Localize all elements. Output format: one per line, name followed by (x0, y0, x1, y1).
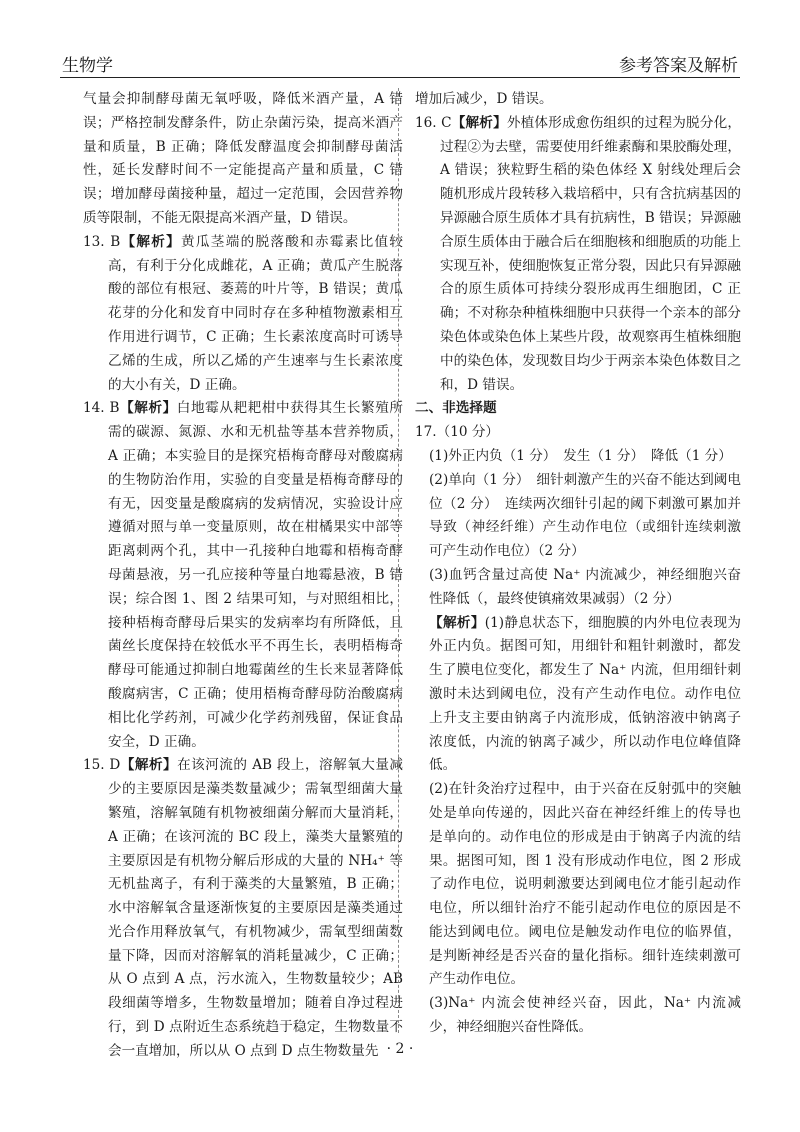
column-divider (398, 88, 399, 1033)
q17-explanation-2: (2)在针灸治疗过程中，由于兴奋在反射弧中的突触处是单向传递的，因此兴奋在神经纤维上的传导也是单向的。动作电位的形成是由于钠离子内流的结果。据图可知，图 1 没有形成动作电位，图 2 形成了动作电位，说明刺激要达到阈电位才能引起动作电位，所以细针治疗不能引起动作电位的原因是不能达到阈电位。阈电位是触发动作电位的临界值，是判断神经是否兴奋的量化指标。细针连续刺激可产生动作电位。 (429, 781, 741, 988)
q17-explanation-3: (3)Na⁺ 内流会使神经兴奋，因此，Na⁺ 内流减少，神经细胞兴奋性降低。 (429, 995, 741, 1036)
left-column (83, 88, 403, 1064)
q16-number: 16. C (415, 114, 452, 131)
q16-text: 外植体形成愈伤组织的过程为脱分化，过程②为去壁，需要使用纤维素酶和果胶酶处理，A 错误；狭粒野生稻的染色体经 X 射线处理后会随机形成片段转移入栽培稻中，只有含抗病基因的异源融合原生质体才具有抗病性，B 错误；异源融合原生质体由于融合后在细胞核和细胞质的功能上实现互补，使细胞恢复正常分裂，因此只有异源融合的原生质体可持续分裂形成再生细胞团，C 正确；不对称杂种植株细胞中只获得一个亲本的部分染色体或染色体上某些片段，故观察再生植株细胞中的染色体，发现数目均少于两亲本染色体数目之和，D 错误。 (440, 114, 741, 393)
section-heading: 二、非选择题 (415, 400, 497, 417)
q17-explanation-1-text: (1)静息状态下，细胞膜的内外电位表现为外正内负。据图可知，用细针和粗针刺激时，都发生了膜电位变化，都发生了 Na⁺ 内流，但用细针刺激时未达到阈电位，没有产生动作电位。动作电位上升支主要由钠离子内流形成，低钠溶液中钠离子浓度低，内流的钠离子减少，所以动作电位峰值降低。 (429, 614, 741, 774)
q13-analysis-tag: 【解析】 (120, 233, 182, 250)
page-number: · 2 · (386, 1041, 414, 1057)
q14-number: 14. B (83, 400, 120, 417)
q17-heading: 17.（10 分） (415, 424, 500, 441)
q15-text: 在该河流的 AB 段上，溶解氧大量减少的主要原因是藻类数量减少；需氧型细菌大量繁殖，溶解氧随有机物被细菌分解而大量消耗，A 正确；在该河流的 BC 段上，藻类大量繁殖的主要原因是有机物分解后形成的大量的 NH₄⁺ 等无机盐离子，有利于藻类的大量繁殖，B 正确；水中溶解氧含量逐渐恢复的主要原因是藻类通过光合作用释放氧气，有机物减少，需氧型细菌数量下降，因而对溶解氧的消耗量减少，C 正确；从 O 点到 A 点，污水流入，生物数量较少；AB 段细菌等增多，生物数量增加；随着自净过程进行，到 D 点附近生态系统趋于稳定，生物数量不会一直增加，所以从 O 点到 D 点生物数量先 (108, 757, 404, 1059)
q16-analysis-tag: 【解析】 (451, 114, 507, 131)
q17-analysis-tag: 【解析】 (429, 614, 485, 631)
q16-answer (415, 112, 741, 398)
q15-answer (83, 754, 403, 1063)
page-header (60, 48, 740, 78)
q13-text: 黄瓜茎端的脱落酸和赤霉素比值较高，有利于分化成雌花，A 正确；黄瓜产生脱落酸的部位有根冠、萎蔫的叶片等，B 错误；黄瓜花芽的分化和发育中同时存在多种植物激素相互作用进行调节，C 正确；生长素浓度高时可诱导乙烯的生成，所以乙烯的产生速率与生长素浓度的大小有关，D 正确。 (108, 233, 403, 393)
answer-title: 参考答案及解析 (619, 56, 738, 76)
q13-answer (83, 231, 403, 398)
q15-analysis-tag: 【解析】 (120, 757, 178, 774)
q13-number: 13. B (83, 233, 121, 250)
q15-number: 15. D (83, 757, 121, 774)
subject-title: 生物学 (62, 56, 113, 76)
q17-answer-2: (2)单向（1 分） 细针刺激产生的兴奋不能达到阈电位（2 分） 连续两次细针引起的阈下刺激可累加并导致（神经纤维）产生动作电位（或细针连续刺激可产生动作电位）（2 分） (429, 471, 741, 560)
q17-answer-1: (1)外正内负（1 分） 发生（1 分） 降低（1 分） (429, 447, 732, 464)
q14-text: 白地霉从耙耙柑中获得其生长繁殖所需的碳源、氮源、水和无机盐等基本营养物质，A 正确；本实验目的是探究梧梅奇酵母对酸腐病的生物防治作用，实验的自变量是梧梅奇酵母的有无，因变量是酸腐病的发病情况，实验设计应遵循对照与单一变量原则，故在柑橘果实中部等距离刺两个孔，其中一孔接种白地霉和梧梅奇酵母菌悬液，另一孔应接种等量白地霉悬液，B 错误；综合图 1、图 2 结果可知，与对照组相比，接种梧梅奇酵母后果实的发病率均有所降低，且菌丝长度保持在较低水平不再生长，表明梧梅奇酵母可能通过抑制白地霉菌丝的生长来显著降低酸腐病害，C 正确；使用梧梅奇酵母防治酸腐病相比化学药剂，可减少化学药剂残留，保证食品安全，D 正确。 (108, 400, 404, 750)
q14-answer (83, 397, 403, 754)
q15-continuation: 增加后减少，D 错误。 (415, 91, 553, 107)
q17-answers (415, 445, 741, 1040)
right-column (415, 88, 741, 1040)
q12-continuation: 气量会抑制酵母菌无氧呼吸，降低米酒产量，A 错误；严格控制发酵条件，防止杂菌污染，提高米酒产量和质量，B 正确；降低发酵温度会抑制酵母菌活性，延长发酵时间不一定能提高产量和质量，C 错误；增加酵母菌接种量，超过一定范围，会因营养物质等限制，不能无限提高米酒产量，D 错误。 (83, 91, 403, 226)
q14-analysis-tag: 【解析】 (119, 400, 177, 417)
q17-explanation-1 (429, 612, 741, 779)
q17-answer-3: (3)血钙含量过高使 Na⁺ 内流减少，神经细胞兴奋性降低（，最终使镇痛效果减弱）（2 分） (429, 566, 741, 607)
